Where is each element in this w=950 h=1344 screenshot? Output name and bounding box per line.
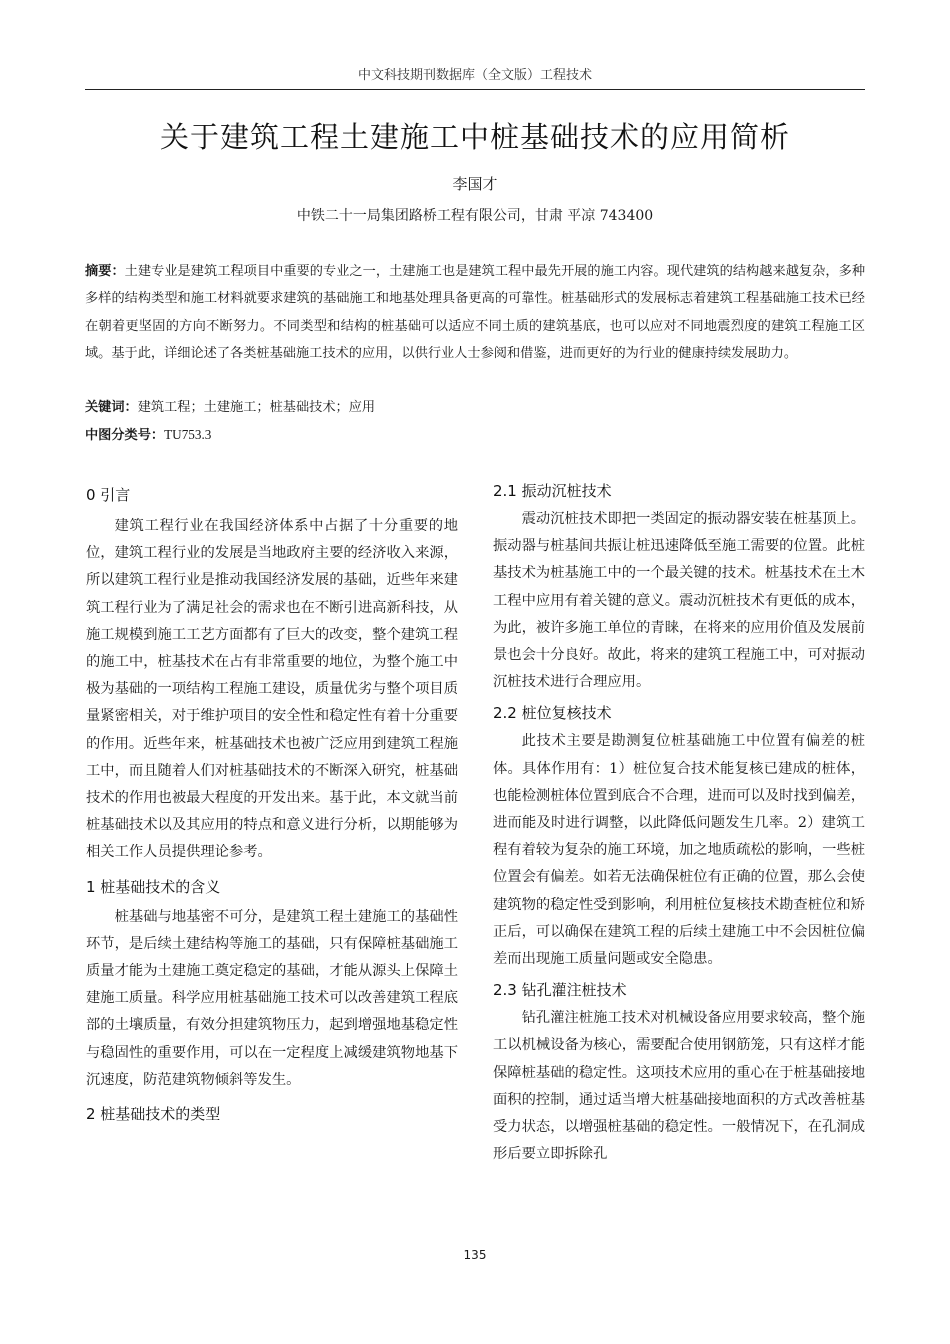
- author-name: 李国才: [452, 175, 498, 193]
- keywords-text: 建筑工程；土建施工；桩基础技术；应用: [137, 400, 376, 415]
- left-column: [86, 480, 458, 1129]
- paragraph-2-1: 震动沉桩技术即把一类固定的振动器安装在桩基顶上。振动器与桩基间共振让桩迅速降低至施工需要的位置。此桩基技术为桩基施工中的一个最关键的技术。桩基技术在土木工程中应用有着关键的意义。震动沉桩技术有更低的成本，为此，被许多施工单位的青睐，在将来的应用价值及发展前景也会十分良好。故此，将来的建筑工程施工中，可对振动沉桩技术进行合理应用。: [493, 511, 865, 691]
- section-heading-2-1: 2.1 振动沉桩技术: [493, 482, 612, 500]
- running-head: 中文科技期刊数据库（全文版）工程技术: [85, 64, 865, 90]
- classification: [85, 424, 865, 443]
- paragraph-1: 桩基础与地基密不可分，是建筑工程土建施工的基础性环节，是后续土建结构等施工的基础，只有保障桩基础施工质量才能为土建施工奠定稳定的基础，才能从源头上保障土建施工质量。科学应用桩基础施工技术可以改善建筑工程底部的土壤质量，有效分担建筑物压力，起到增强地基稳定性与稳固性的重要作用，可以在一定程度上减缓建筑物地基下沉速度，防范建筑物倾斜等发生。: [86, 908, 458, 1088]
- keywords-label: 关键词：: [85, 400, 138, 415]
- classification-value: TU753.3: [164, 427, 212, 442]
- abstract-text: 土建专业是建筑工程项目中重要的专业之一，土建施工也是建筑工程中最先开展的施工内容。现代建筑的结构越来越复杂，多种多样的结构类型和施工材料就要求建筑的基础施工和地基处理具备更高的可靠性。桩基础形式的发展标志着建筑工程基础施工技术已经在朝着更坚固的方向不断努力。不同类型和结构的桩基础可以适应不同土质的建筑基底，也可以应对不同地震烈度的建筑工程施工区域。基于此，详细论述了各类桩基础施工技术的应用，以供行业人士参阅和借鉴，进而更好的为行业的健康持续发展助力。: [85, 264, 866, 361]
- section-heading-2: 2 桩基础技术的类型: [86, 1105, 221, 1124]
- paragraph-2-3: 钻孔灌注桩施工技术对机械设备应用要求较高，整个施工以机械设备为核心，需要配合使用钢筋笼，只有这样才能保障桩基础的稳定性。这项技术应用的重心在于桩基础接地面积的控制，通过适当增大桩基础接地面积的方式改善桩基受力状态，以增强桩基础的稳定性。一般情况下，在孔洞成形后要立即拆除孔: [493, 1010, 865, 1163]
- section-heading-intro: 0 引言: [86, 486, 131, 504]
- section-heading-2-3: 2.3 钻孔灌注桩技术: [493, 981, 627, 1000]
- section-heading-2-2: 2.2 桩位复核技术: [493, 704, 612, 723]
- paragraph-2-2: 此技术主要是勘测复位桩基础施工中位置有偏差的桩体。具体作用有：1）桩位复合技术能复核已建成的桩体，也能检测桩体位置到底合不合理，进而可以及时找到偏差，进而能及时进行调整，以此降低问题发生几率。2）建筑工程有着较为复杂的施工环境，加之地质疏松的影响，一些桩位置会有偏差。如若无法确保桩位有正确的位置，那么会使建筑物的稳定性受到影响，利用桩位复核技术勘查桩位和矫正后，可以确保在建筑工程的后续土建施工中不会因桩位偏差而出现施工质量问题或安全隐患。: [493, 733, 865, 968]
- right-column: [493, 476, 865, 1168]
- author-affiliation: 中铁二十一局集团路桥工程有限公司，甘肃 平凉 743400: [296, 208, 654, 224]
- keywords: [85, 396, 865, 415]
- abstract-label: 摘要：: [85, 264, 125, 279]
- classification-label: 中图分类号：: [85, 428, 165, 443]
- abstract: [85, 258, 865, 367]
- page-number: 135: [463, 1248, 487, 1262]
- article-title: 关于建筑工程土建施工中桩基础技术的应用简析: [159, 120, 790, 154]
- section-heading-1: 1 桩基础技术的含义: [86, 877, 221, 896]
- paragraph-intro: 建筑工程行业在我国经济体系中占据了十分重要的地位，建筑工程行业的发展是当地政府主要的经济收入来源，所以建筑工程行业是推动我国经济发展的基础，近些年来建筑工程行业为了满足社会的需求也在不断引进高新科技，从施工规模到施工工艺方面都有了巨大的改变，整个建筑工程的施工中，桩基技术在占有非常重要的地位，为整个施工中极为基础的一项结构工程施工建设，质量优劣与整个项目质量紧密相关，对于维护项目的安全性和稳定性有着十分重要的作用。近些年来，桩基础技术也被广泛应用到建筑工程施工中，而且随着人们对桩基础技术的不断深入研究，桩基础技术的作用也被最大程度的开发出来。基于此，本文就当前桩基础技术以及其应用的特点和意义进行分析，以期能够为相关工作人员提供理论参考。: [86, 518, 458, 861]
